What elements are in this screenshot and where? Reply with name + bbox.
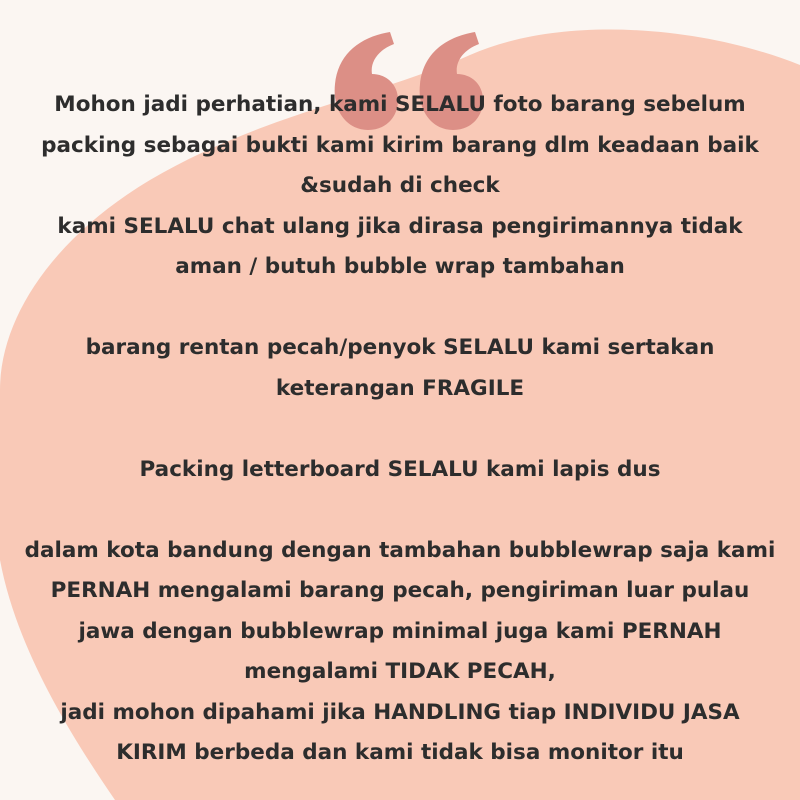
notice-line: jawa dengan bubblewrap minimal juga kami PERNAH — [78, 618, 722, 644]
notice-line: mengalami TIDAK PECAH, — [244, 659, 556, 684]
notice-line: aman / butuh bubble wrap tambahan — [175, 254, 625, 279]
notice-line: jadi mohon dipahami jika HANDLING tiap INDIVIDU JASA — [60, 699, 740, 725]
notice-line: &sudah di check — [300, 173, 500, 198]
notice-line: barang rentan pecah/penyok SELALU kami sertakan — [85, 335, 715, 360]
paragraph-spacer — [0, 288, 800, 329]
notice-line: Mohon jadi perhatian, kami SELALU foto barang sebelum — [54, 92, 746, 117]
notice-line: dalam kota bandung dengan tambahan bubblewrap saja kami — [24, 537, 776, 563]
notice-line: kami SELALU chat ulang jika dirasa pengirimannya tidak — [57, 213, 743, 239]
notice-line: KIRIM berbeda dan kami tidak bisa monitor itu — [116, 740, 684, 765]
notice-line: keterangan FRAGILE — [275, 375, 525, 401]
notice-line: PERNAH mengalami barang pecah, pengiriman luar pulau — [50, 578, 750, 603]
paragraph-spacer — [0, 409, 800, 450]
notice-line: Packing letterboard SELALU kami lapis dus — [139, 456, 661, 482]
notice-line: packing sebagai bukti kami kirim barang dlm keadaan baik — [41, 132, 759, 158]
paragraph-spacer — [0, 490, 800, 531]
notice-text-block — [0, 85, 800, 774]
